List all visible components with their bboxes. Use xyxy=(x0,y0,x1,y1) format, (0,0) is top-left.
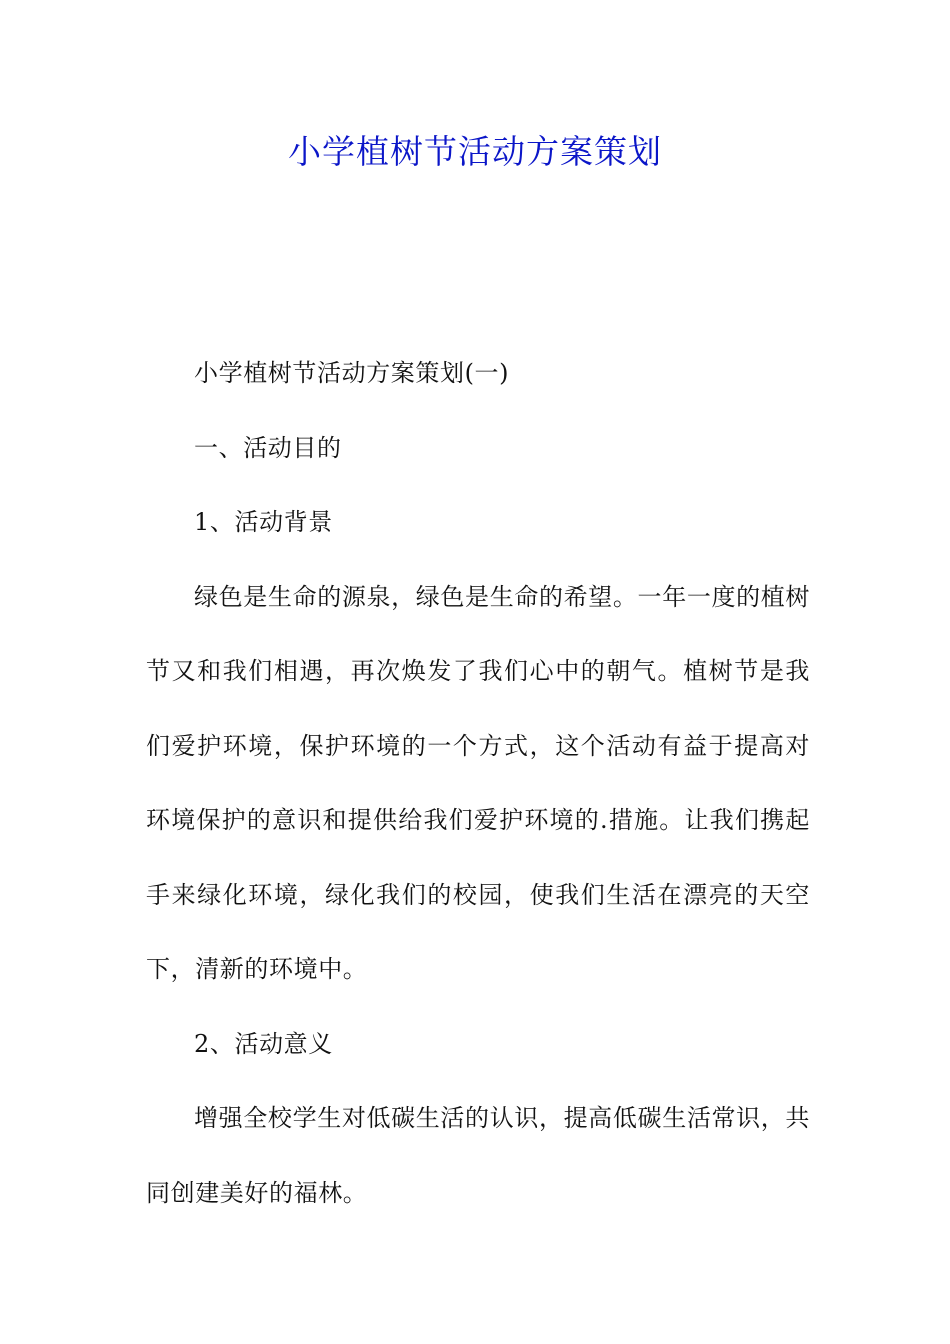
document-body xyxy=(146,336,810,1230)
section-heading: 小学植树节活动方案策划(一) xyxy=(194,359,510,387)
subsection-heading: 2、活动意义 xyxy=(194,1029,333,1058)
body-paragraph: 绿色是生命的源泉，绿色是生命的希望。一年一度的植树节又和我们相遇，再次焕发了我们心中的朝气。植树节是我们爱护环境，保护环境的一个方式，这个活动有益于提高对环境保护的意识和提供给我们爱护环境的.措施。让我们携起手来绿化环境，绿化我们的校园，使我们生活在漂亮的天空下，清新的环境中。 xyxy=(146,582,810,983)
subsection-heading: 1、活动背景 xyxy=(194,508,333,536)
document-title: 小学植树节活动方案策划 xyxy=(288,132,662,171)
section-heading: 一、活动目的 xyxy=(194,433,342,462)
body-paragraph: 增强全校学生对低碳生活的认识，提高低碳生活常识，共同创建美好的福林。 xyxy=(146,1104,810,1207)
